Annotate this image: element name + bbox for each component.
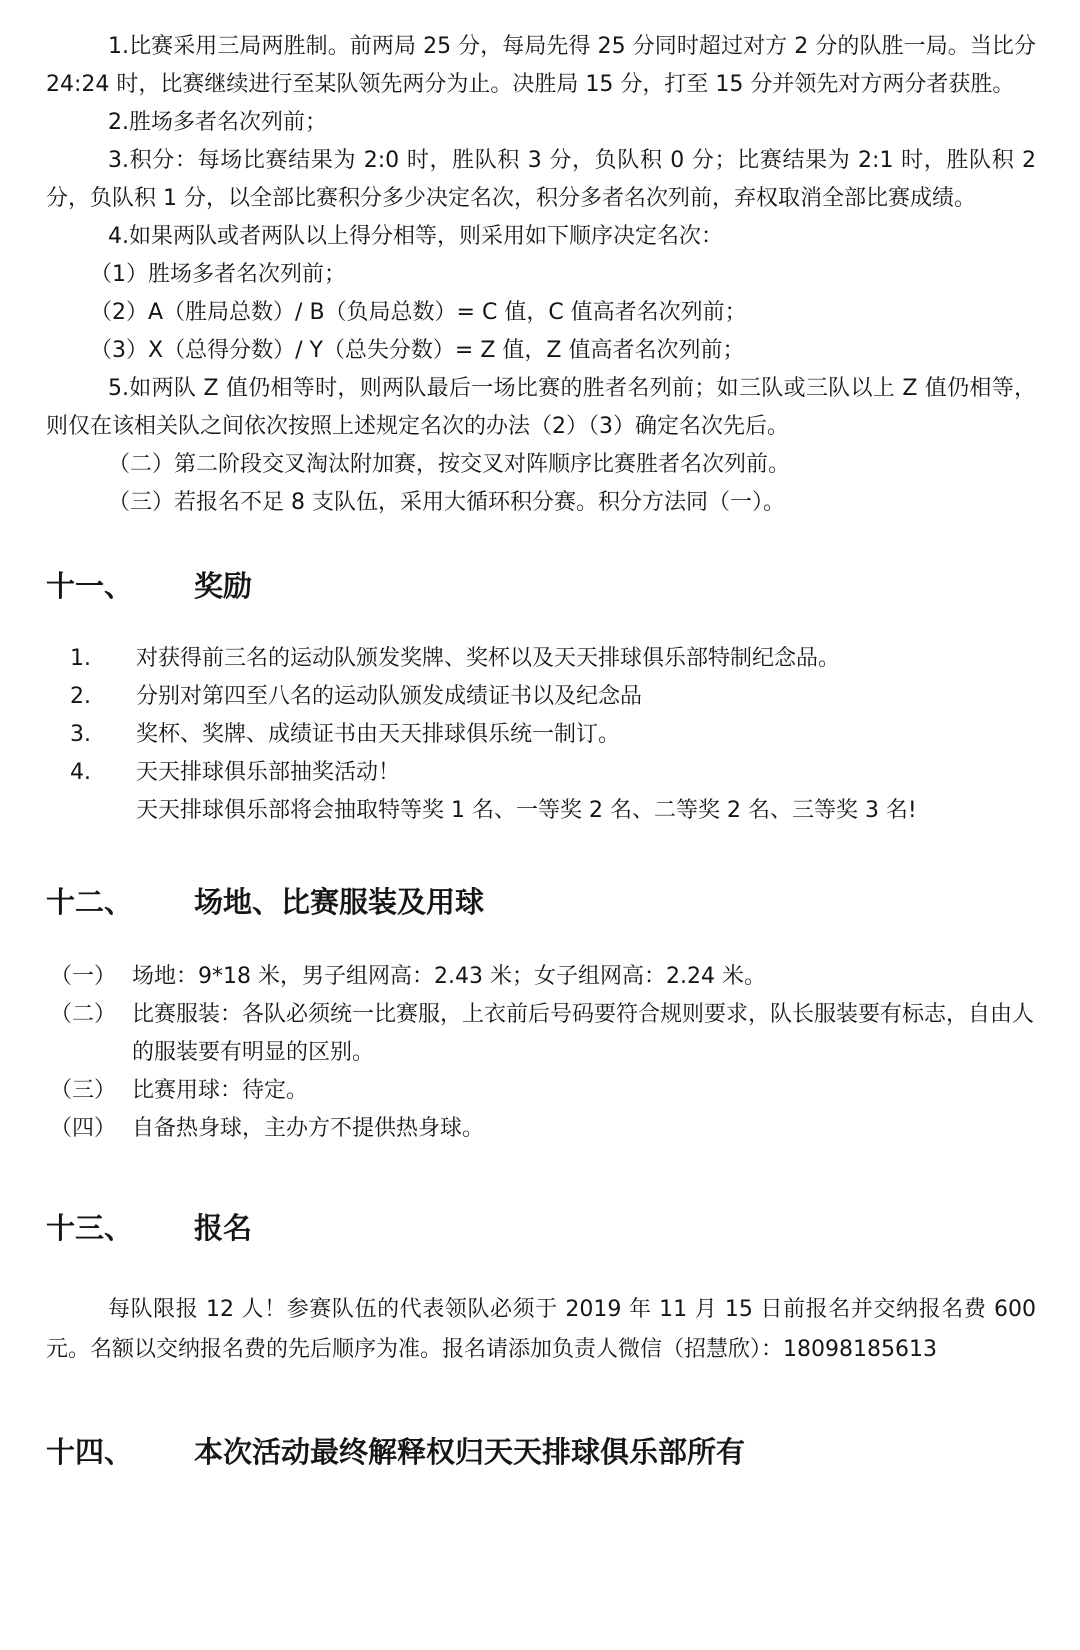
section-14-title: 本次活动最终解释权归天天排球俱乐部所有	[194, 1435, 746, 1469]
rule-paragraph-7: （三）若报名不足 8 支队伍，采用大循环积分赛。积分方法同（一）。	[108, 490, 785, 515]
rule-paragraph-4: 4.如果两队或者两队以上得分相等，则采用如下顺序决定名次：	[108, 224, 723, 249]
rule-paragraph-5: 5.如两队 Z 值仍相等时，则两队最后一场比赛的胜者名列前；如三队或三队以上 Z 值仍相等，则仅在该相关队之间依次按照上述规定名次的办法（2）（3）确定名次先后。	[46, 376, 1036, 439]
rule-paragraph-6: （二）第二阶段交叉淘汰附加赛，按交叉对阵顺序比赛胜者名次列前。	[108, 452, 791, 477]
list-item: （二） 比赛服装：各队必须统一比赛服，上衣前后号码要符合规则要求，队长服装要有标志，自由人的服装要有明显的区别。	[50, 1002, 1035, 1065]
registration-text: 每队限报 12 人！参赛队伍的代表领队必须于 2019 年 11 月 15 日前报名并交纳报名费 600 元。名额以交纳报名费的先后顺序为准。报名请添加负责人微信（招慧欣）：18098185613	[46, 1297, 1036, 1362]
list-item: （三） 比赛用球：待定。	[50, 1078, 309, 1103]
list-item: 4. 天天排球俱乐部抽奖活动！ 天天排球俱乐部将会抽取特等奖 1 名、一等奖 2 名、二等奖 2 名、三等奖 3 名!	[46, 754, 1036, 830]
rule-paragraph-1: 1.比赛采用三局两胜制。前两局 25 分，每局先得 25 分同时超过对方 2 分的队胜一局。当比分 24:24 时，比赛继续进行至某队领先两分为止。决胜局 15 分，打至 15 分并领先对方两分者获胜。	[46, 34, 1036, 97]
list-item: 2. 分别对第四至八名的运动队颁发成绩证书以及纪念品	[70, 684, 643, 709]
rule-sub-2: （2）A（胜局总数）/ B（负局总数）= C 值，C 值高者名次列前；	[90, 300, 747, 325]
list-item: 1. 对获得前三名的运动队颁发奖牌、奖杯以及天天排球俱乐部特制纪念品。	[70, 646, 841, 671]
list-item: 3. 奖杯、奖牌、成绩证书由天天排球俱乐统一制订。	[70, 722, 621, 747]
rule-paragraph-3: 3.积分：每场比赛结果为 2:0 时，胜队积 3 分，负队积 0 分；比赛结果为 2:1 时，胜队积 2 分，负队积 1 分，以全部比赛积分多少决定名次，积分多者名次列前，弃权取消全部比赛成绩。	[46, 148, 1036, 211]
venue-list	[46, 958, 1036, 1148]
section-11-heading	[46, 564, 1036, 608]
section-11-number: 十一、	[46, 569, 134, 603]
rule-paragraph-2: 2.胜场多者名次列前；	[108, 110, 327, 135]
rules-block	[46, 28, 1036, 522]
rule-sub-1: （1）胜场多者名次列前；	[90, 262, 346, 287]
section-13-title: 报名	[194, 1211, 253, 1245]
rule-sub-3: （3）X（总得分数）/ Y（总失分数）= Z 值，Z 值高者名次列前；	[90, 338, 745, 363]
section-11-title: 奖励	[194, 569, 253, 603]
lottery-detail: 天天排球俱乐部将会抽取特等奖 1 名、一等奖 2 名、二等奖 2 名、三等奖 3 名!	[136, 798, 917, 823]
list-item: （一） 场地：9*18 米，男子组网高：2.43 米；女子组网高：2.24 米。	[50, 964, 766, 989]
section-14-number: 十四、	[46, 1435, 134, 1469]
section-12-heading	[46, 880, 1036, 924]
section-12-title: 场地、比赛服装及用球	[194, 885, 485, 919]
section-13-heading	[46, 1206, 1036, 1250]
section-13-number: 十三、	[46, 1211, 134, 1245]
awards-list	[46, 640, 1036, 830]
list-item: （四） 自备热身球，主办方不提供热身球。	[50, 1116, 485, 1141]
section-14-heading	[46, 1430, 1036, 1474]
section-12-number: 十二、	[46, 885, 134, 919]
